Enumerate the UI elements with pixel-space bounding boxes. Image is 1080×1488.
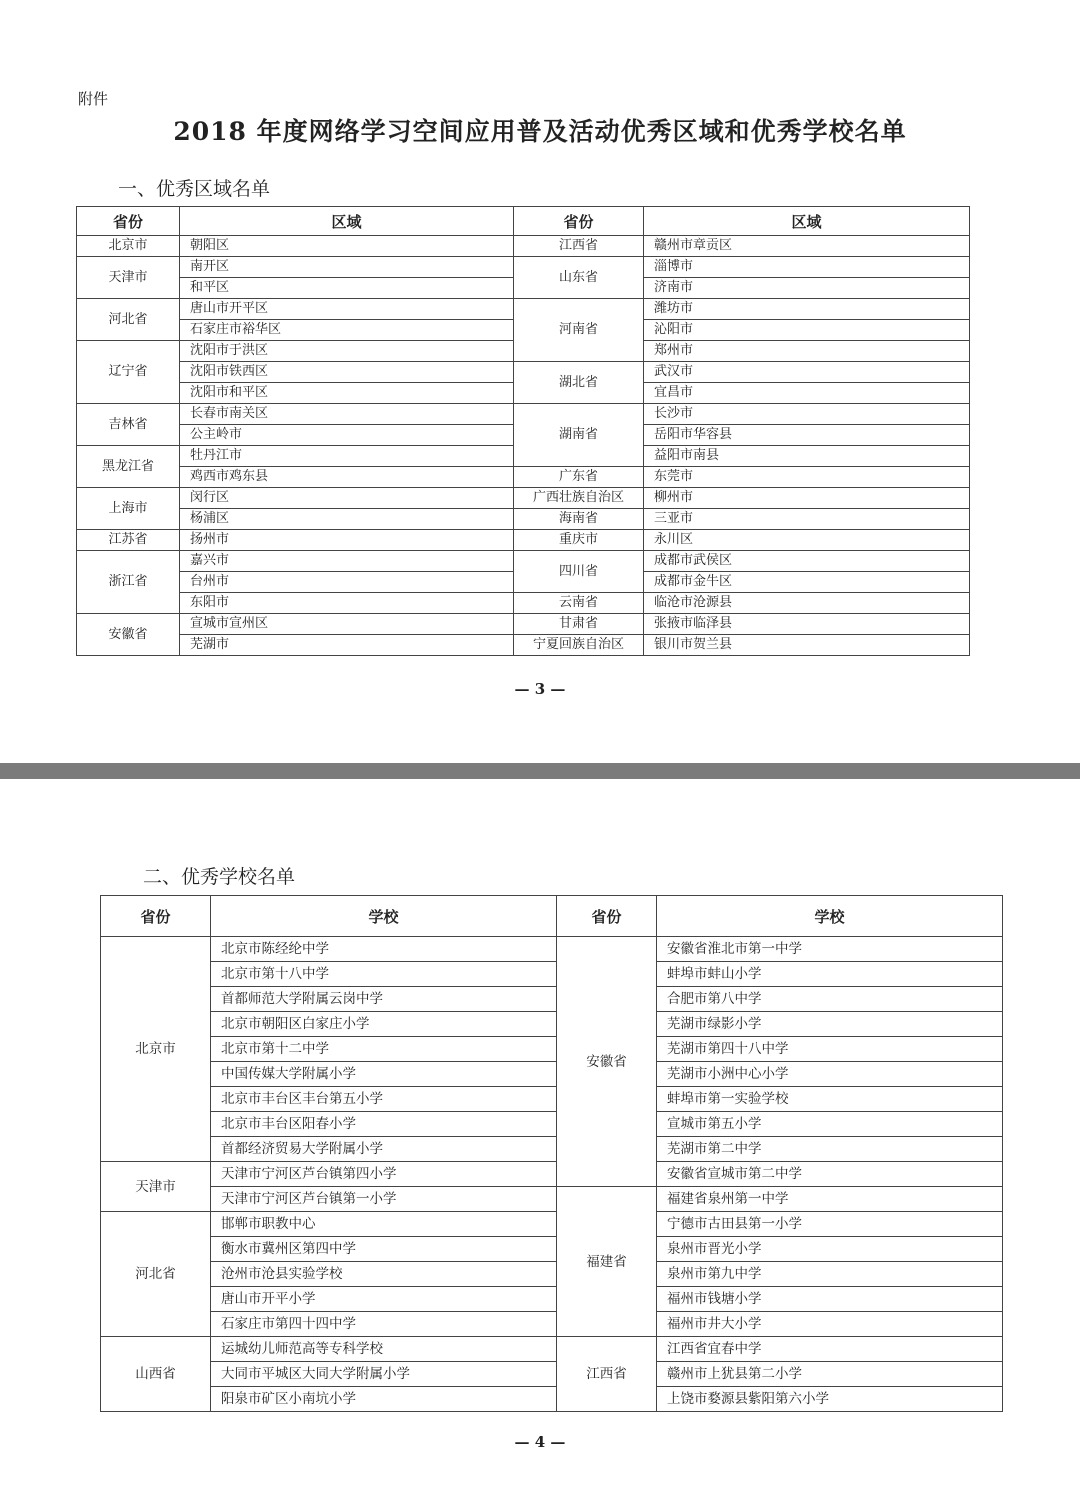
province-cell: 山西省 <box>101 1337 211 1412</box>
school-cell: 芜湖市绿影小学 <box>657 1012 1003 1037</box>
area-cell: 宜昌市 <box>644 383 970 404</box>
table-row <box>101 1337 1003 1362</box>
province-cell: 河北省 <box>77 299 180 341</box>
school-cell: 赣州市上犹县第二小学 <box>657 1362 1003 1387</box>
area-cell: 闵行区 <box>180 488 514 509</box>
table-row <box>77 488 970 509</box>
area-cell: 石家庄市裕华区 <box>180 320 514 341</box>
area-cell: 牡丹江市 <box>180 446 514 467</box>
school-cell: 安徽省宣城市第二中学 <box>657 1162 1003 1187</box>
province-cell: 湖南省 <box>514 404 644 467</box>
school-cell: 宣城市第五小学 <box>657 1112 1003 1137</box>
area-cell: 宣城市宣州区 <box>180 614 514 635</box>
province-cell: 安徽省 <box>77 614 180 656</box>
table-row <box>101 937 1003 962</box>
province-cell: 甘肃省 <box>514 614 644 635</box>
table-row <box>101 1062 1003 1087</box>
school-cell: 邯郸市职教中心 <box>211 1212 557 1237</box>
area-cell: 芜湖市 <box>180 635 514 656</box>
area-cell: 临沧市沧源县 <box>644 593 970 614</box>
header-province: 省份 <box>77 207 180 236</box>
province-cell: 广西壮族自治区 <box>514 488 644 509</box>
header-province: 省份 <box>101 896 211 937</box>
table-row <box>101 1137 1003 1162</box>
area-cell: 嘉兴市 <box>180 551 514 572</box>
table-row <box>101 1212 1003 1237</box>
province-cell: 天津市 <box>77 257 180 299</box>
page-separator <box>0 763 1080 779</box>
table-row <box>77 614 970 635</box>
table-row <box>101 1362 1003 1387</box>
table-row <box>101 1387 1003 1412</box>
table-row <box>101 1312 1003 1337</box>
header-area: 区域 <box>644 207 970 236</box>
table-row <box>101 1262 1003 1287</box>
area-cell: 沁阳市 <box>644 320 970 341</box>
school-cell: 芜湖市小洲中心小学 <box>657 1062 1003 1087</box>
province-cell: 上海市 <box>77 488 180 530</box>
school-cell: 福建省泉州第一中学 <box>657 1187 1003 1212</box>
table-row <box>101 1187 1003 1212</box>
school-cell: 石家庄市第四十四中学 <box>211 1312 557 1337</box>
province-cell: 江西省 <box>557 1337 657 1412</box>
area-cell: 台州市 <box>180 572 514 593</box>
province-cell: 安徽省 <box>557 937 657 1187</box>
school-cell: 北京市第十八中学 <box>211 962 557 987</box>
table-row <box>101 1037 1003 1062</box>
school-cell: 福州市钱塘小学 <box>657 1287 1003 1312</box>
school-cell: 合肥市第八中学 <box>657 987 1003 1012</box>
header-school: 学校 <box>657 896 1003 937</box>
table-row <box>77 593 970 614</box>
school-cell: 北京市第十二中学 <box>211 1037 557 1062</box>
area-cell: 岳阳市华容县 <box>644 425 970 446</box>
area-cell: 东阳市 <box>180 593 514 614</box>
province-cell: 山东省 <box>514 257 644 299</box>
school-cell: 北京市陈经纶中学 <box>211 937 557 962</box>
school-cell: 江西省宜春中学 <box>657 1337 1003 1362</box>
area-cell: 永川区 <box>644 530 970 551</box>
table-row <box>101 1112 1003 1137</box>
header-area: 区域 <box>180 207 514 236</box>
regions-table <box>76 206 970 656</box>
school-cell: 宁德市古田县第一小学 <box>657 1212 1003 1237</box>
province-cell: 江西省 <box>514 236 644 257</box>
school-cell: 中国传媒大学附属小学 <box>211 1062 557 1087</box>
school-cell: 安徽省淮北市第一中学 <box>657 937 1003 962</box>
table-row <box>77 530 970 551</box>
school-cell: 沧州市沧县实验学校 <box>211 1262 557 1287</box>
area-cell: 三亚市 <box>644 509 970 530</box>
school-cell: 蚌埠市第一实验学校 <box>657 1087 1003 1112</box>
school-cell: 唐山市开平小学 <box>211 1287 557 1312</box>
area-cell: 郑州市 <box>644 341 970 362</box>
schools-table <box>100 895 1003 1412</box>
school-cell: 北京市丰台区阳春小学 <box>211 1112 557 1137</box>
province-cell: 北京市 <box>101 937 211 1162</box>
table-row <box>77 467 970 488</box>
table-row <box>77 509 970 530</box>
area-cell: 公主岭市 <box>180 425 514 446</box>
page-number: — 4 — <box>514 1433 566 1451</box>
area-cell: 唐山市开平区 <box>180 299 514 320</box>
area-cell: 长沙市 <box>644 404 970 425</box>
header-province: 省份 <box>557 896 657 937</box>
section2-heading: 二、优秀学校名单 <box>143 866 296 888</box>
table-row <box>77 257 970 278</box>
area-cell: 长春市南关区 <box>180 404 514 425</box>
school-cell: 运城幼儿师范高等专科学校 <box>211 1337 557 1362</box>
table-row <box>101 1162 1003 1187</box>
province-cell: 江苏省 <box>77 530 180 551</box>
province-cell: 福建省 <box>557 1187 657 1337</box>
province-cell: 吉林省 <box>77 404 180 446</box>
section1-heading: 一、优秀区域名单 <box>118 178 271 200</box>
table-row <box>101 1012 1003 1037</box>
area-cell: 潍坊市 <box>644 299 970 320</box>
table-row <box>77 299 970 320</box>
area-cell: 成都市金牛区 <box>644 572 970 593</box>
table-row <box>77 404 970 425</box>
area-cell: 沈阳市于洪区 <box>180 341 514 362</box>
school-cell: 北京市朝阳区白家庄小学 <box>211 1012 557 1037</box>
school-cell: 芜湖市第四十八中学 <box>657 1037 1003 1062</box>
page-number: — 3 — <box>514 680 566 698</box>
province-cell: 四川省 <box>514 551 644 593</box>
table-header-row <box>101 896 1003 937</box>
table-row <box>101 1087 1003 1112</box>
school-cell: 泉州市晋光小学 <box>657 1237 1003 1262</box>
area-cell: 赣州市章贡区 <box>644 236 970 257</box>
area-cell: 银川市贺兰县 <box>644 635 970 656</box>
school-cell: 大同市平城区大同大学附属小学 <box>211 1362 557 1387</box>
province-cell: 河南省 <box>514 299 644 362</box>
school-cell: 蚌埠市蚌山小学 <box>657 962 1003 987</box>
area-cell: 和平区 <box>180 278 514 299</box>
province-cell: 湖北省 <box>514 362 644 404</box>
school-cell: 上饶市婺源县紫阳第六小学 <box>657 1387 1003 1412</box>
school-cell: 福州市井大小学 <box>657 1312 1003 1337</box>
header-province: 省份 <box>514 207 644 236</box>
table-row <box>101 962 1003 987</box>
school-cell: 天津市宁河区芦台镇第一小学 <box>211 1187 557 1212</box>
area-cell: 杨浦区 <box>180 509 514 530</box>
table-row <box>101 1237 1003 1262</box>
table-row <box>77 551 970 572</box>
area-cell: 扬州市 <box>180 530 514 551</box>
province-cell: 天津市 <box>101 1162 211 1212</box>
area-cell: 武汉市 <box>644 362 970 383</box>
table-row <box>77 236 970 257</box>
province-cell: 辽宁省 <box>77 341 180 404</box>
table-row <box>77 635 970 656</box>
school-cell: 芜湖市第二中学 <box>657 1137 1003 1162</box>
province-cell: 重庆市 <box>514 530 644 551</box>
area-cell: 鸡西市鸡东县 <box>180 467 514 488</box>
area-cell: 淄博市 <box>644 257 970 278</box>
area-cell: 沈阳市铁西区 <box>180 362 514 383</box>
province-cell: 海南省 <box>514 509 644 530</box>
province-cell: 黑龙江省 <box>77 446 180 488</box>
header-school: 学校 <box>211 896 557 937</box>
area-cell: 柳州市 <box>644 488 970 509</box>
area-cell: 济南市 <box>644 278 970 299</box>
school-cell: 首都经济贸易大学附属小学 <box>211 1137 557 1162</box>
area-cell: 益阳市南县 <box>644 446 970 467</box>
table-header-row <box>77 207 970 236</box>
area-cell: 南开区 <box>180 257 514 278</box>
school-cell: 阳泉市矿区小南坑小学 <box>211 1387 557 1412</box>
area-cell: 沈阳市和平区 <box>180 383 514 404</box>
area-cell: 成都市武侯区 <box>644 551 970 572</box>
area-cell: 张掖市临泽县 <box>644 614 970 635</box>
page-title: 2018 年度网络学习空间应用普及活动优秀区域和优秀学校名单 <box>173 117 907 146</box>
province-cell: 河北省 <box>101 1212 211 1337</box>
school-cell: 首都师范大学附属云岗中学 <box>211 987 557 1012</box>
province-cell: 宁夏回族自治区 <box>514 635 644 656</box>
area-cell: 朝阳区 <box>180 236 514 257</box>
province-cell: 浙江省 <box>77 551 180 614</box>
province-cell: 北京市 <box>77 236 180 257</box>
province-cell: 云南省 <box>514 593 644 614</box>
school-cell: 泉州市第九中学 <box>657 1262 1003 1287</box>
table-row <box>101 987 1003 1012</box>
attachment-label: 附件 <box>78 90 109 108</box>
school-cell: 天津市宁河区芦台镇第四小学 <box>211 1162 557 1187</box>
school-cell: 衡水市冀州区第四中学 <box>211 1237 557 1262</box>
school-cell: 北京市丰台区丰台第五小学 <box>211 1087 557 1112</box>
province-cell: 广东省 <box>514 467 644 488</box>
area-cell: 东莞市 <box>644 467 970 488</box>
table-row <box>101 1287 1003 1312</box>
table-row <box>77 362 970 383</box>
